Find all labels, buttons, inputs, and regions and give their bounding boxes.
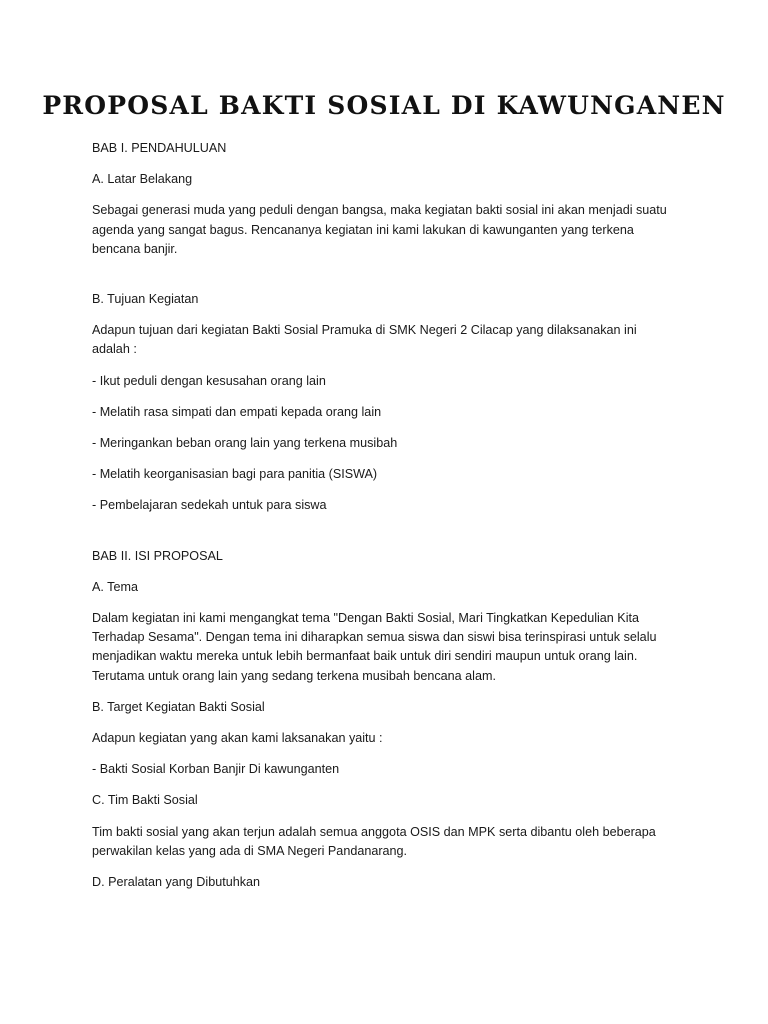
goal-item: - Ikut peduli dengan kesusahan orang lain bbox=[92, 373, 326, 388]
document-body bbox=[92, 139, 676, 904]
goal-item: - Melatih keorganisasian bagi para panitia (SISWA) bbox=[92, 467, 378, 482]
tim-heading: C. Tim Bakti Sosial bbox=[92, 793, 198, 808]
tujuan-kegiatan-paragraph: Adapun tujuan dari kegiatan Bakti Sosial Pramuka di SMK Negeri 2 Cilacap yang dilaksanakan ini adalah : bbox=[92, 323, 637, 357]
bab2-heading: BAB II. ISI PROPOSAL bbox=[92, 548, 223, 563]
tim-paragraph: Tim bakti sosial yang akan terjun adalah semua anggota OSIS dan MPK serta dibantu oleh beberapa perwakilan kelas yang ada di SMA Negeri Pandanarang. bbox=[92, 824, 656, 858]
goal-item: - Melatih rasa simpati dan empati kepada orang lain bbox=[92, 404, 382, 419]
latar-belakang-paragraph: Sebagai generasi muda yang peduli dengan bangsa, maka kegiatan bakti sosial ini akan menjadi suatu agenda yang sangat bagus. Rencananya kegiatan ini kami lakukan di kawunganten yang terkena bencana banjir. bbox=[92, 203, 667, 256]
peralatan-heading: D. Peralatan yang Dibutuhkan bbox=[92, 875, 261, 890]
bab1-heading: BAB I. PENDAHULUAN bbox=[92, 141, 227, 155]
target-item: - Bakti Sosial Korban Banjir Di kawunganten bbox=[92, 762, 340, 777]
tema-paragraph: Dalam kegiatan ini kami mengangkat tema "Dengan Bakti Sosial, Mari Tingkatkan Kepedulian Kita Terhadap Sesama". Dengan tema ini diharapkan semua siswa dan siswi bisa terinspirasi untuk selalu menjadikan waktu mereka untuk lebih bermanfaat baik untuk diri sendiri maupun untuk orang lain. Terutama untuk orang lain yang sedang terkena musibah bencana alam. bbox=[92, 611, 657, 683]
goal-item: - Pembelajaran sedekah untuk para siswa bbox=[92, 498, 327, 513]
target-paragraph: Adapun kegiatan yang akan kami laksanakan yaitu : bbox=[92, 731, 383, 746]
latar-belakang-heading: A. Latar Belakang bbox=[92, 172, 193, 187]
document-title: PROPOSAL BAKTI SOSIAL DI KAWUNGANEN bbox=[42, 91, 726, 120]
spacer bbox=[92, 528, 676, 547]
target-heading: B. Target Kegiatan Bakti Sosial bbox=[92, 699, 265, 714]
spacer bbox=[92, 271, 676, 290]
tujuan-kegiatan-heading: B. Tujuan Kegiatan bbox=[92, 292, 199, 307]
tema-heading: A. Tema bbox=[92, 579, 138, 594]
goal-item: - Meringankan beban orang lain yang terkena musibah bbox=[92, 436, 398, 451]
